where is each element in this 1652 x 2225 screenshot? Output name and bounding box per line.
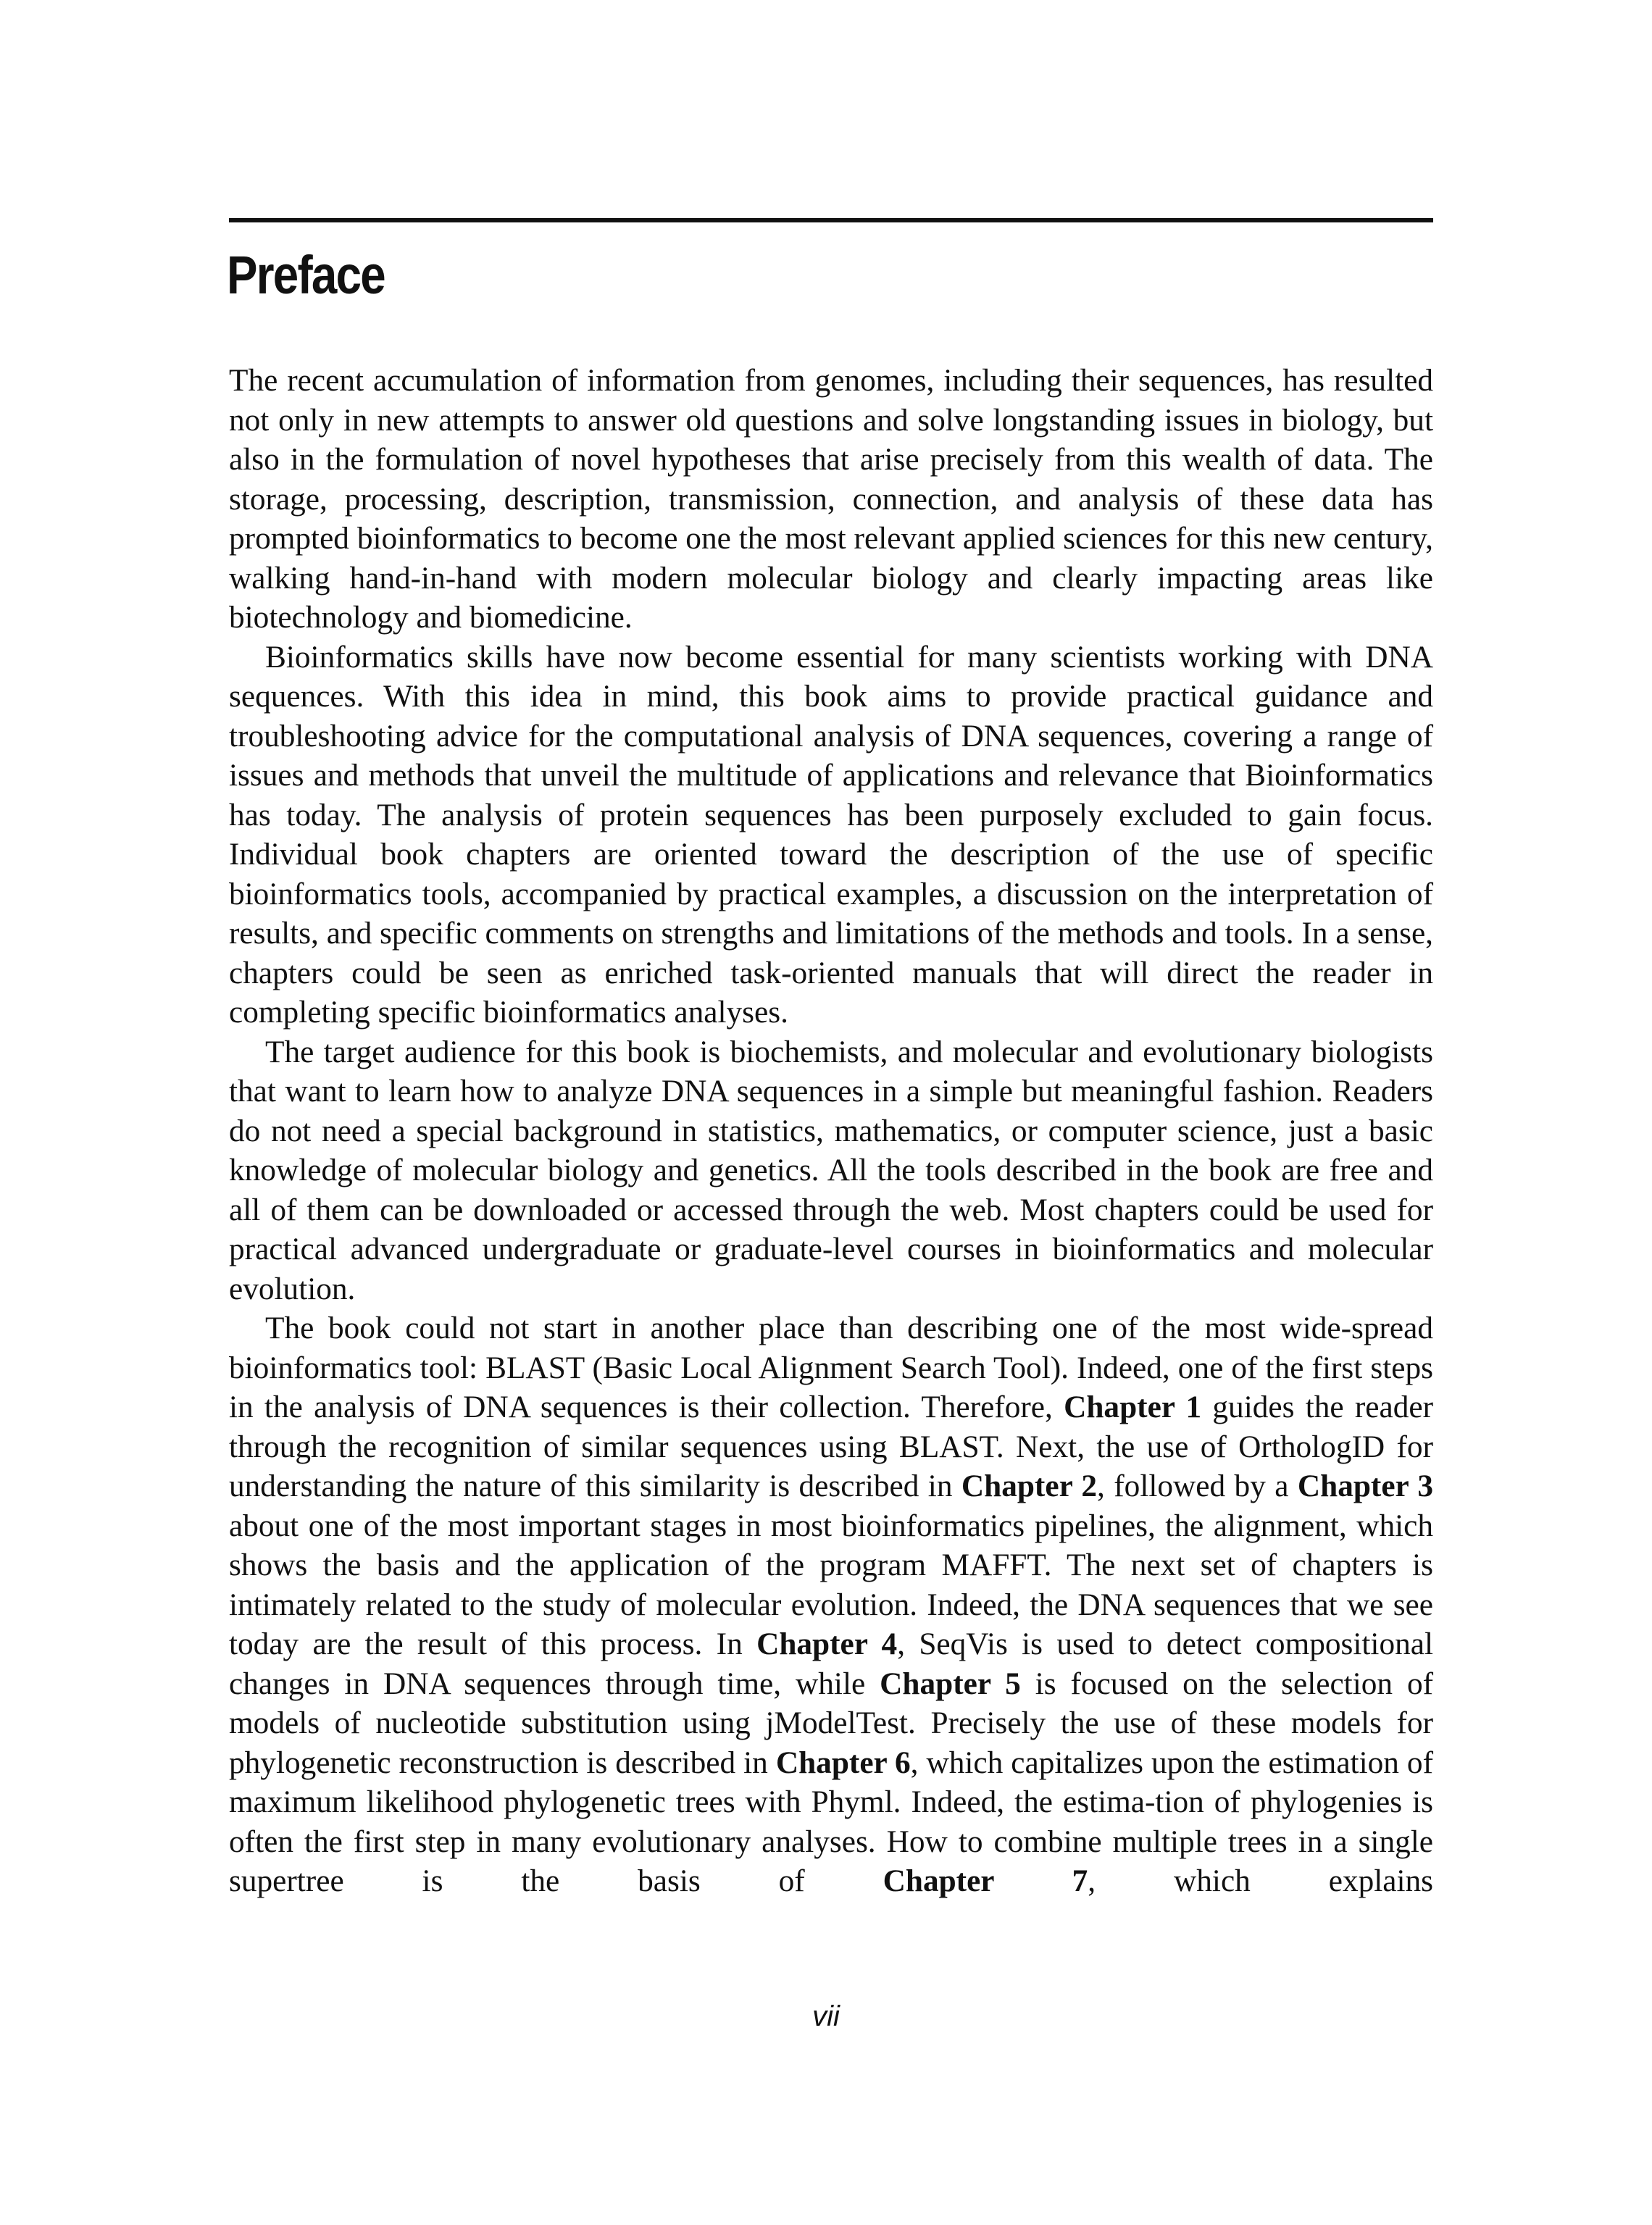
paragraph-4-text-3: , followed by a — [1097, 1469, 1289, 1503]
paragraph-4-text-4: about one of the most important stages in most bioinformatics pipelines, the alignment, which shows the basis and the application of the program MAFFT. The next set of chapters is intimately related to the study of molecular evolution. Indeed, the DNA sequences that we see today are the result of this process. In — [229, 1508, 1433, 1661]
page-number: vii — [812, 2000, 840, 2032]
chapter-5-ref: Chapter 5 — [880, 1666, 1021, 1701]
chapter-3-ref: Chapter 3 — [1297, 1469, 1434, 1503]
chapter-6-ref: Chapter 6 — [775, 1745, 911, 1780]
page-title: Preface — [227, 245, 385, 305]
preface-body — [229, 361, 1433, 1901]
chapter-4-ref: Chapter 4 — [756, 1627, 898, 1661]
paragraph-4-text-8: , which explains — [1088, 1863, 1434, 1898]
paragraph-3: The target audience for this book is biochemists, and molecular and evolutionary biologists that want to learn how to analyze DNA sequences in a simple but meaningful fashion. Readers do not need a special background in statistics, mathematics, or computer science, just a basic knowledge of molecular biology and genetics. All the tools described in the book are free and all of them can be downloaded or accessed through the web. Most chapters could be used for practical advanced undergraduate or graduate-level courses in bioinformatics and molecular evolution. — [229, 1034, 1433, 1306]
paragraph-2: Bioinformatics skills have now become essential for many scientists working with DNA sequences. With this idea in mind, this book aims to provide practical guidance and troubleshooting advice for the computational analysis of DNA sequences, covering a range of issues and methods that unveil the multitude of applications and relevance that Bioinformatics has today. The analysis of protein sequences has been purposely excluded to gain focus. Individual book chapters are oriented toward the description of the use of specific bioinformatics tools, accompanied by practical examples, a discussion on the interpretation of results, and specific comments on strengths and limitations of the methods and tools. In a sense, chapters could be seen as enriched task-oriented manuals that will direct the reader in completing specific bioinformatics analyses. — [229, 639, 1433, 1030]
chapter-7-ref: Chapter 7 — [883, 1863, 1088, 1898]
chapter-2-ref: Chapter 2 — [961, 1469, 1098, 1503]
chapter-1-ref: Chapter 1 — [1064, 1390, 1202, 1424]
paragraph-4-text-1: The book could not start in another place than describing one of the most wide-spread bioinformatics tool: BLAST (Basic Local Alignment Search Tool). Indeed, one of the first steps in the analysis of DNA sequences is their collection. Therefore, — [229, 1311, 1433, 1424]
paragraph-4-text-2: guides the reader through the recognition of similar sequences using BLAST. Next, the use of OrthologID for understanding the nature of this similarity is described in — [229, 1390, 1433, 1503]
heading-rule — [229, 218, 1433, 222]
paragraph-4-text-5: , SeqVis is used to detect compositional changes in DNA sequences through time, while — [229, 1627, 1434, 1701]
paragraph-1: The recent accumulation of information from genomes, including their sequences, has resulted not only in new attempts to answer old questions and solve longstanding issues in biology, but also in the formulation of novel hypotheses that arise precisely from this wealth of data. The storage, processing, description, transmission, connection, and analysis of these data has prompted bioinformatics to become one the most relevant applied sciences for this new century, walking hand-in-hand with modern molecular biology and clearly impacting areas like biotechnology and biomedicine. — [229, 363, 1433, 635]
paragraph-4-text-6: is focused on the selection of models of nucleotide substitution using jModelTest. Precisely the use of these models for phylogenetic reconstruction is described in — [229, 1666, 1434, 1780]
paragraph-4 — [229, 1308, 1433, 1901]
paragraph-4-text-7: , which capitalizes upon the estimation of maximum likelihood phylogenetic trees with Phyml. Indeed, the estima-tion of phylogenies is often the first step in many evolutionary analyses. How to combine multiple trees in a single supertree is the basis of — [229, 1745, 1433, 1898]
